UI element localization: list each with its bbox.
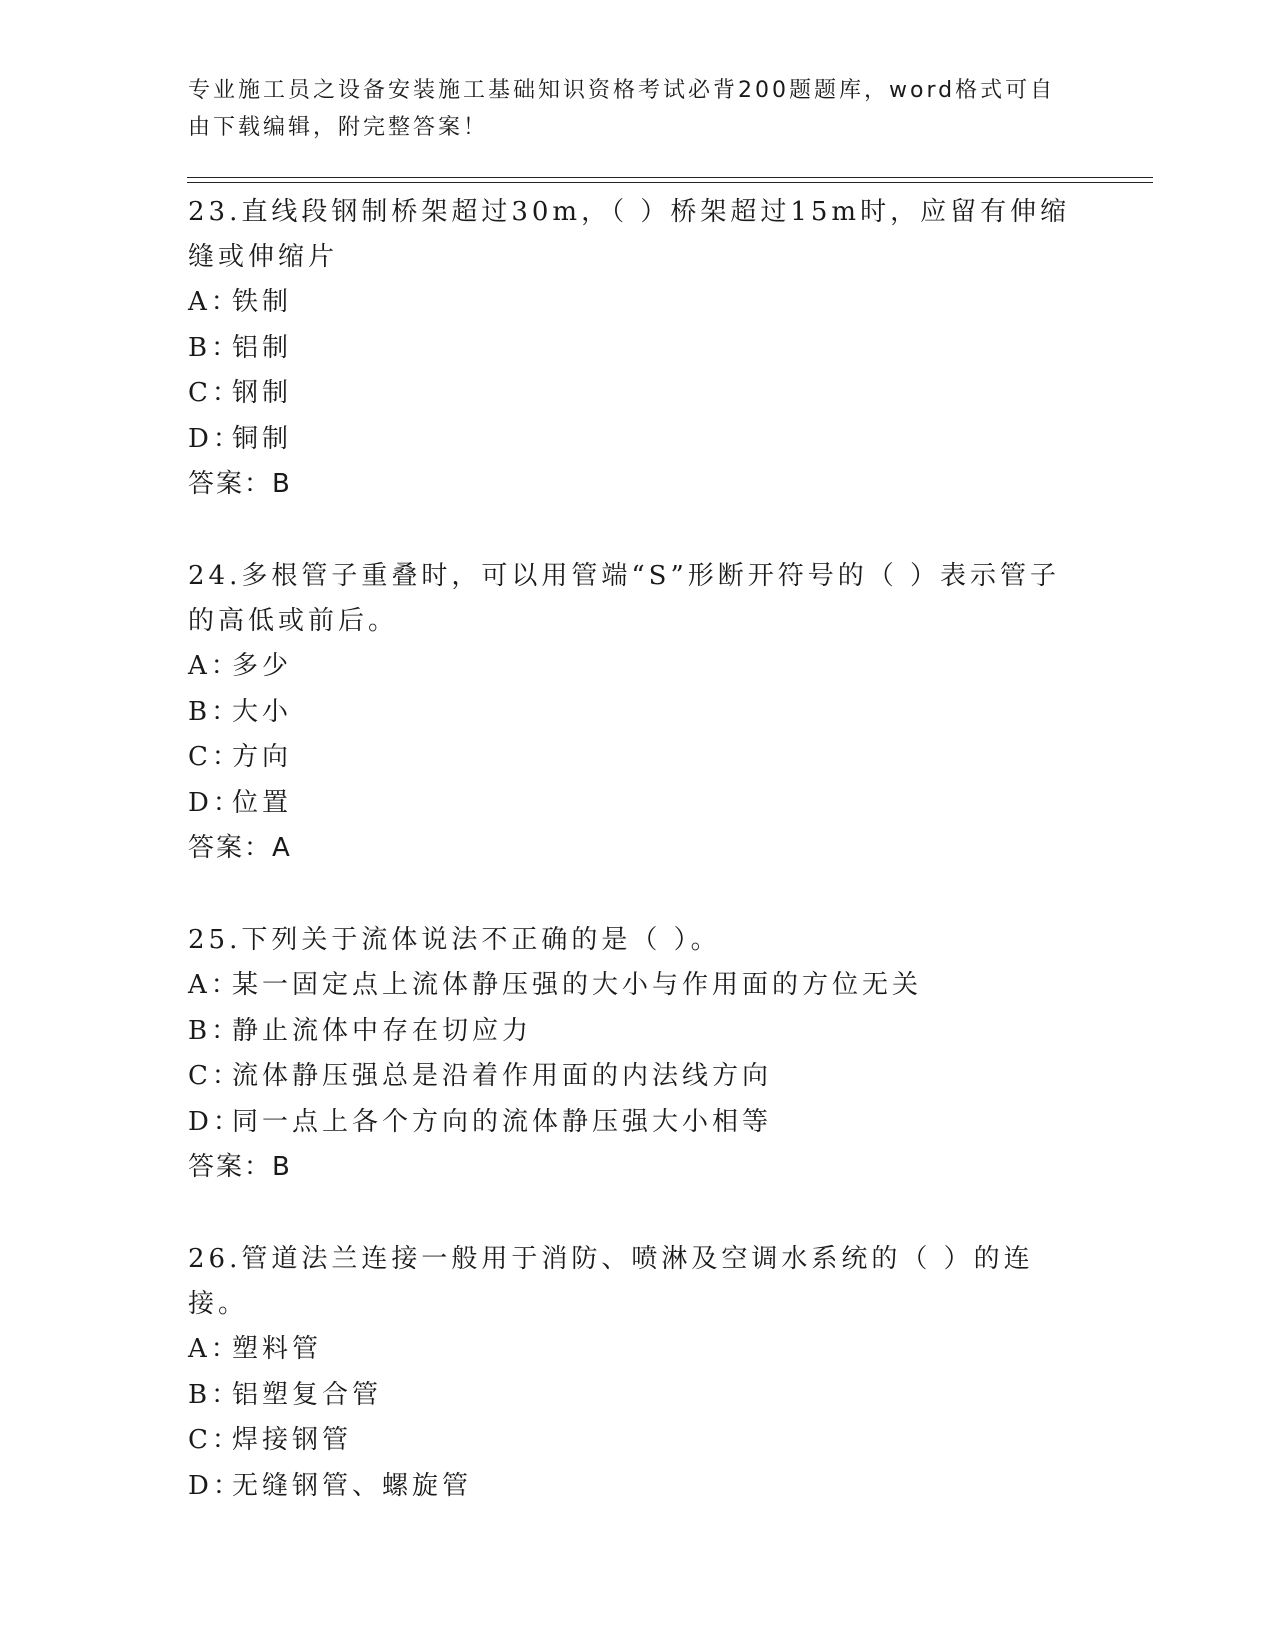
question-24 [188,554,1088,871]
header-divider-top [187,177,1153,178]
answer-label: 答案：A [188,833,292,863]
option-b [188,1009,1088,1055]
option-key: D： [188,423,243,454]
header-divider-bottom [187,182,1153,183]
option-key: C： [188,742,242,772]
document-header: 专业施工员之设备安装施工基础知识资格考试必背200题题库，word格式可自由下载编辑，附完整答案！ [188,78,1056,140]
question-stem: 25.下列关于流体说法不正确的是（ ）。 [188,925,721,955]
question-23 [188,190,1088,507]
answer-label: 答案：B [188,469,292,499]
option-text: 焊接钢管 [232,1425,353,1455]
option-key: C： [188,1061,242,1091]
option-text: 大小 [232,696,293,727]
option-text: 铝塑复合管 [232,1379,383,1410]
option-c [188,1054,1088,1100]
option-text: 某一固定点上流体静压强的大小与作用面的方位无关 [232,970,923,1000]
option-key: A： [188,970,241,1000]
option-text: 流体静压强总是沿着作用面的内法线方向 [232,1061,773,1091]
option-text: 同一点上各个方向的流体静压强大小相等 [232,1106,773,1137]
question-stem: 26.管道法兰连接一般用于消防、喷淋及空调水系统的（ ）的连接。 [188,1244,1034,1319]
option-key: C： [188,1425,242,1455]
option-key: D： [188,787,243,818]
option-a [188,644,1088,690]
option-a [188,280,1088,326]
option-text: 方向 [232,742,293,772]
option-b [188,326,1088,372]
option-c [188,735,1088,781]
question-26 [188,1237,1088,1509]
option-key: D： [188,1470,243,1501]
option-text: 多少 [232,651,293,681]
option-d [188,417,1088,463]
question-list [188,190,1088,1509]
spacer [188,1190,1088,1237]
question-stem: 24.多根管子重叠时，可以用管端“S”形断开符号的（ ）表示管子的高低或前后。 [188,561,1061,636]
option-b [188,1373,1088,1419]
option-d [188,1100,1088,1146]
option-c [188,371,1088,417]
option-a [188,963,1088,1009]
option-key: A： [188,651,241,681]
spacer [188,507,1088,554]
option-text: 无缝钢管、螺旋管 [232,1470,473,1501]
option-key: B： [188,1379,242,1410]
option-text: 塑料管 [232,1334,323,1364]
option-key: C： [188,378,242,408]
question-stem: 23.直线段钢制桥架超过30m，（ ）桥架超过15m时，应留有伸缩缝或伸缩片 [188,197,1071,272]
option-key: D： [188,1106,243,1137]
option-key: B： [188,696,242,727]
option-text: 铜制 [232,423,293,454]
option-key: B： [188,1015,242,1046]
answer-label: 答案：B [188,1152,292,1182]
option-d [188,1464,1088,1510]
option-key: A： [188,287,241,317]
option-text: 钢制 [232,378,293,408]
option-b [188,690,1088,736]
option-key: B： [188,332,242,363]
option-d [188,781,1088,827]
option-text: 位置 [232,787,293,818]
spacer [188,871,1088,918]
option-a [188,1327,1088,1373]
question-25 [188,918,1088,1190]
option-text: 铝制 [232,332,293,363]
option-key: A： [188,1334,241,1364]
option-text: 铁制 [232,287,293,317]
option-c [188,1418,1088,1464]
option-text: 静止流体中存在切应力 [232,1015,533,1046]
